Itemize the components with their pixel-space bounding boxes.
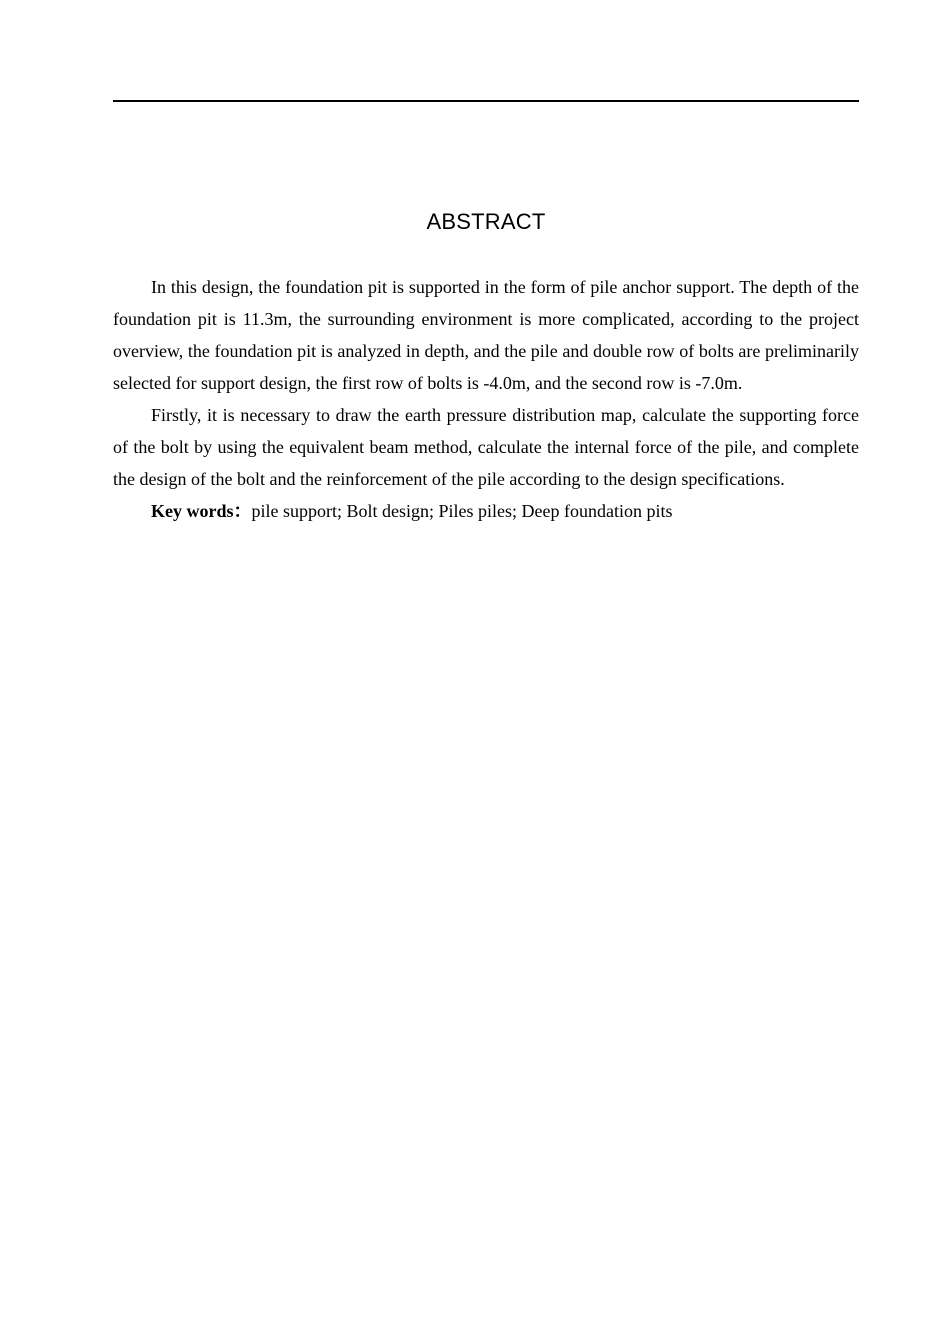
keywords-label: Key words： <box>151 501 252 521</box>
abstract-paragraph-1: In this design, the foundation pit is supported in the form of pile anchor support. The depth of the foundation pit is 11.3m, the surrounding environment is more complicated, according to the project overview, the foundation pit is analyzed in depth, and the pile and double row of bolts are preliminarily selected for support design, the first row of bolts is -4.0m, and the second row is -7.0m. <box>113 277 859 393</box>
abstract-paragraph-2: Firstly, it is necessary to draw the earth pressure distribution map, calculate the supporting force of the bolt by using the equivalent beam method, calculate the internal force of the pile, and complete the design of the bolt and the reinforcement of the pile according to the design specifications. <box>113 405 859 489</box>
keywords-line <box>113 495 859 527</box>
abstract-title: ABSTRACT <box>426 209 546 234</box>
keywords-text: pile support; Bolt design; Piles piles; Deep foundation pits <box>251 501 673 521</box>
header-rule <box>113 100 859 102</box>
abstract-body <box>113 271 859 527</box>
